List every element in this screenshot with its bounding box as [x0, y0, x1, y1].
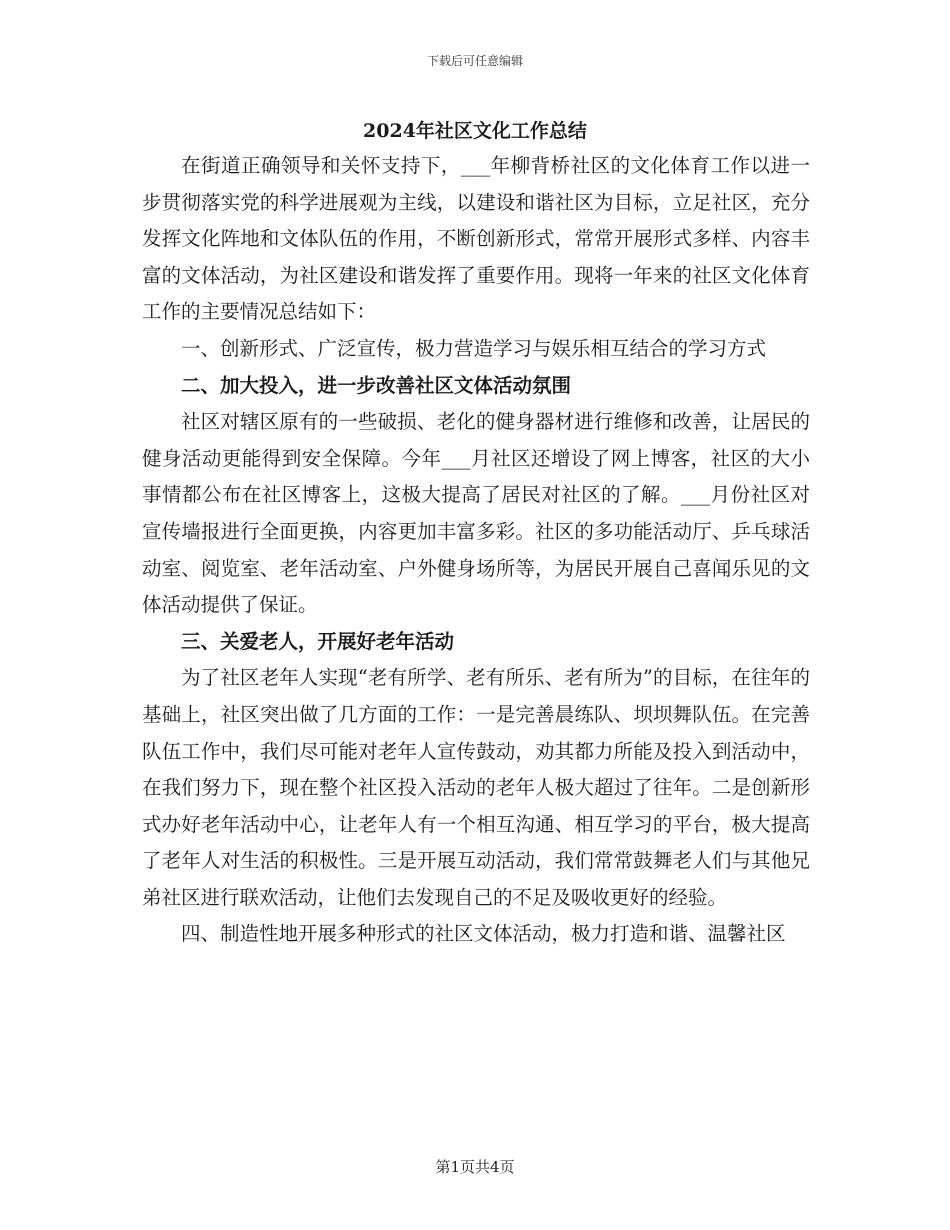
document-body — [142, 148, 810, 953]
paragraph-section-3-body: 为了社区老年人实现“老有所学、老有所乐、老有所为”的目标，在往年的基础上，社区突出做了几方面的工作：一是完善晨练队、坝坝舞队伍。在完善队伍工作中，我们尽可能对老年人宣传鼓动，劝其都力所能及投入到活动中，在我们努力下，现在整个社区投入活动的老年人极大超过了往年。二是创新形式办好老年活动中心，让老年人有一个相互沟通、相互学习的平台，极大提高了老年人对生活的积极性。三是开展互动活动，我们常常鼓舞老人们与其他兄弟社区进行联欢活动，让他们去发现自己的不足及吸收更好的经验。 — [142, 666, 810, 909]
section-heading-3: 三、关爱老人，开展好老年活动 — [181, 629, 455, 653]
page-footer: 第1页共4页 — [435, 1158, 515, 1176]
document-title: 2024年社区文化工作总结 — [363, 120, 587, 142]
page-header: 下载后可任意编辑 — [426, 54, 523, 68]
paragraph-section-4: 四、制造性地开展多种形式的社区文体活动，极力打造和谐、温馨社区 — [181, 922, 786, 946]
paragraph-section-1: 一、创新形式、广泛宣传，极力营造学习与娱乐相互结合的学习方式 — [181, 336, 767, 360]
section-heading-2: 二、加大投入，进一步改善社区文体活动氛围 — [181, 373, 572, 397]
paragraph-section-2-body: 社区对辖区原有的一些破损、老化的健身器材进行维修和改善，让居民的健身活动更能得到安全保障。今年___月社区还增设了网上博客，社区的大小事情都公布在社区博客上，这极大提高了居民对社区的了解。___月份社区对宣传墙报进行全面更换，内容更加丰富多彩。社区的多功能活动厅、乒乓球活动室、阅览室、老年活动室、户外健身场所等，为居民开展自己喜闻乐见的文体活动提供了保证。 — [142, 410, 810, 617]
paragraph-intro: 在街道正确领导和关怀支持下，___年柳背桥社区的文化体育工作以进一步贯彻落实党的科学进展观为主线，以建设和谐社区为目标，立足社区，充分发挥文化阵地和文体队伍的作用，不断创新形式，常常开展形式多样、内容丰富的文体活动，为社区建设和谐发挥了重要作用。现将一年来的社区文化体育工作的主要情况总结如下： — [142, 154, 810, 324]
